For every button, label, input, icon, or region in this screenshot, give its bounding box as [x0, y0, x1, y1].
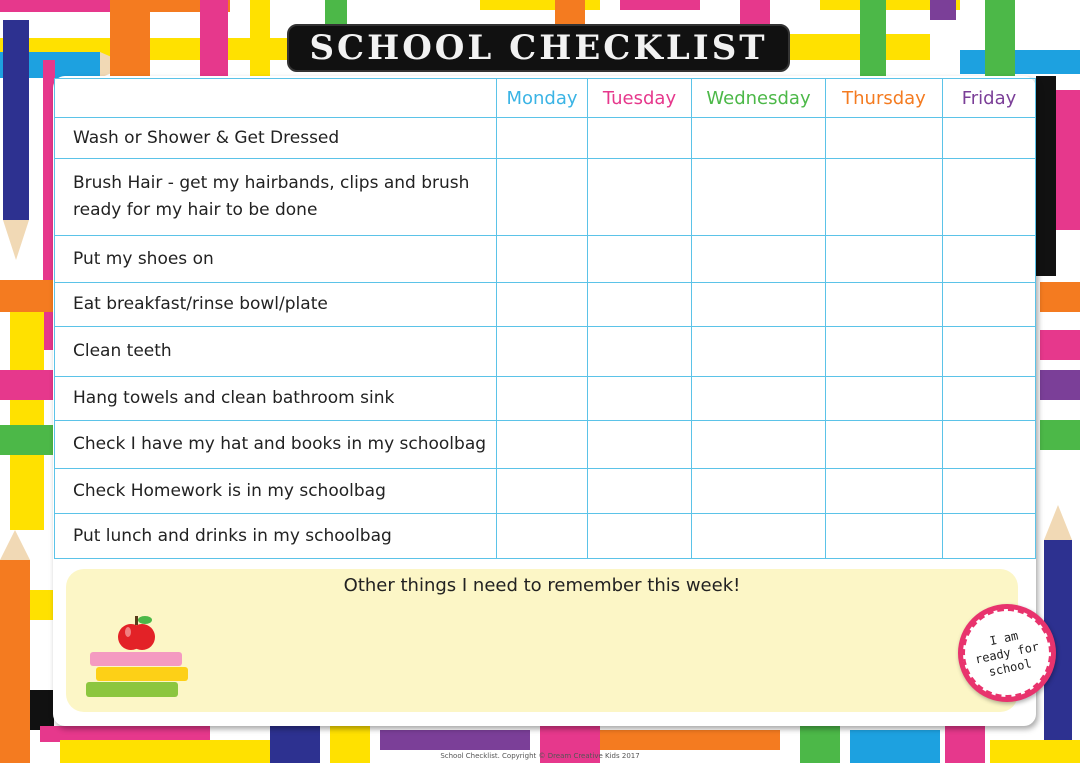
task-row — [55, 377, 1036, 421]
check-cell[interactable] — [826, 327, 943, 377]
check-cell[interactable] — [588, 327, 692, 377]
check-cell[interactable] — [588, 118, 692, 159]
check-cell[interactable] — [588, 514, 692, 559]
check-cell[interactable] — [692, 118, 826, 159]
check-cell[interactable] — [497, 283, 588, 327]
day-thursday: Thursday — [826, 79, 943, 118]
check-cell[interactable] — [692, 159, 826, 236]
task-label: Put my shoes on — [55, 236, 497, 283]
task-label: Eat breakfast/rinse bowl/plate — [55, 283, 497, 327]
day-monday: Monday — [497, 79, 588, 118]
notes-box[interactable] — [66, 569, 1018, 712]
task-row — [55, 469, 1036, 514]
check-cell[interactable] — [497, 327, 588, 377]
check-cell[interactable] — [497, 514, 588, 559]
check-cell[interactable] — [588, 469, 692, 514]
copyright-footer: School Checklist. Copyright © Dream Creative Kids 2017 — [440, 752, 640, 760]
check-cell[interactable] — [943, 159, 1036, 236]
check-cell[interactable] — [692, 327, 826, 377]
task-label: Check I have my hat and books in my schoolbag — [55, 421, 497, 469]
check-cell[interactable] — [943, 283, 1036, 327]
ready-for-school-badge — [958, 604, 1056, 702]
notes-title: Other things I need to remember this week! — [343, 575, 741, 596]
badge-text: I am ready for school — [973, 627, 1041, 679]
day-tuesday: Tuesday — [588, 79, 692, 118]
check-cell[interactable] — [588, 236, 692, 283]
check-cell[interactable] — [692, 377, 826, 421]
check-cell[interactable] — [497, 421, 588, 469]
check-cell[interactable] — [943, 469, 1036, 514]
day-friday: Friday — [943, 79, 1036, 118]
check-cell[interactable] — [692, 236, 826, 283]
task-row — [55, 514, 1036, 559]
check-cell[interactable] — [497, 159, 588, 236]
check-cell[interactable] — [692, 514, 826, 559]
task-row — [55, 421, 1036, 469]
check-cell[interactable] — [692, 421, 826, 469]
books-apple-icon — [84, 612, 194, 702]
check-cell[interactable] — [497, 118, 588, 159]
check-cell[interactable] — [588, 377, 692, 421]
check-cell[interactable] — [826, 283, 943, 327]
task-row — [55, 118, 1036, 159]
check-cell[interactable] — [943, 327, 1036, 377]
check-cell[interactable] — [692, 469, 826, 514]
day-wednesday: Wednesday — [692, 79, 826, 118]
check-cell[interactable] — [826, 118, 943, 159]
task-label: Brush Hair - get my hairbands, clips and brush ready for my hair to be done — [55, 159, 497, 236]
task-row — [55, 283, 1036, 327]
check-cell[interactable] — [588, 421, 692, 469]
task-row — [55, 159, 1036, 236]
check-cell[interactable] — [943, 421, 1036, 469]
check-cell[interactable] — [497, 236, 588, 283]
check-cell[interactable] — [497, 469, 588, 514]
task-label: Put lunch and drinks in my schoolbag — [55, 514, 497, 559]
check-cell[interactable] — [943, 118, 1036, 159]
check-cell[interactable] — [588, 283, 692, 327]
check-cell[interactable] — [943, 236, 1036, 283]
check-cell[interactable] — [826, 159, 943, 236]
check-cell[interactable] — [943, 514, 1036, 559]
check-cell[interactable] — [826, 514, 943, 559]
task-label: Check Homework is in my schoolbag — [55, 469, 497, 514]
check-cell[interactable] — [943, 377, 1036, 421]
checklist-table — [54, 78, 1036, 559]
task-row — [55, 327, 1036, 377]
check-cell[interactable] — [497, 377, 588, 421]
check-cell[interactable] — [826, 421, 943, 469]
task-header — [55, 79, 497, 118]
header-row — [55, 79, 1036, 118]
check-cell[interactable] — [826, 236, 943, 283]
check-cell[interactable] — [826, 377, 943, 421]
task-label: Hang towels and clean bathroom sink — [55, 377, 497, 421]
check-cell[interactable] — [588, 159, 692, 236]
task-label: Wash or Shower & Get Dressed — [55, 118, 497, 159]
task-row — [55, 236, 1036, 283]
title-banner — [287, 24, 790, 72]
page-title: SCHOOL CHECKLIST — [309, 28, 768, 68]
check-cell[interactable] — [826, 469, 943, 514]
check-cell[interactable] — [692, 283, 826, 327]
task-label: Clean teeth — [55, 327, 497, 377]
